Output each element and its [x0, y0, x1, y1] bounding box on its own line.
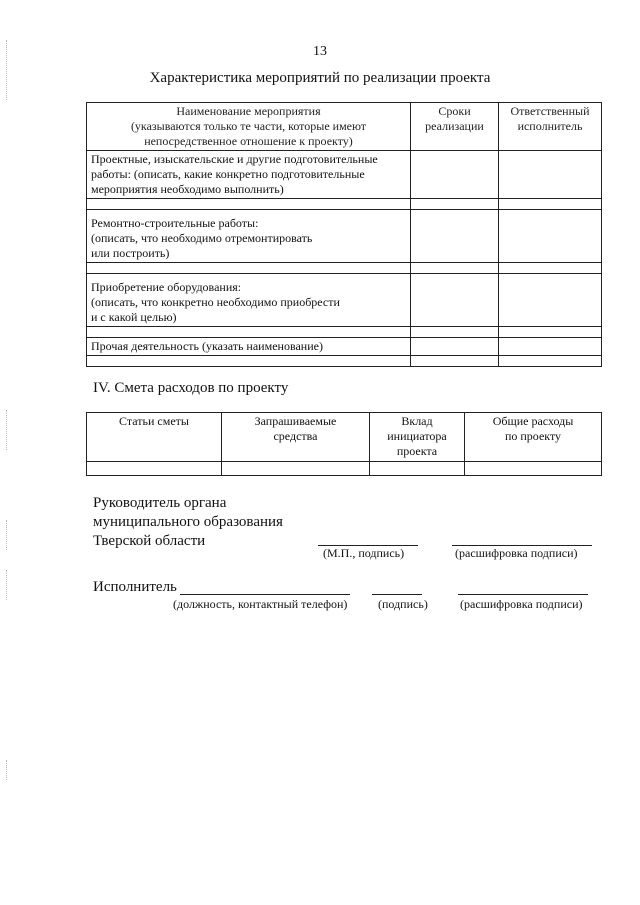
responsible-cell[interactable]: [499, 151, 602, 199]
activities-table: [86, 102, 602, 367]
decode-caption: (расшифровка подписи): [455, 546, 578, 560]
activity-design-works: Проектные, изыскательские и другие подготовительные работы: (описать, какие конкретно подготовительные мероприятия необходимо выполнить): [87, 151, 411, 199]
header-budget-items: Статьи сметы: [87, 413, 222, 462]
table-row: [87, 462, 602, 476]
decode-caption-2: (расшифровка подписи): [460, 597, 583, 611]
terms-cell[interactable]: [411, 151, 499, 199]
section-title-budget: IV. Смета расходов по проекту: [93, 380, 289, 396]
responsible-cell[interactable]: [499, 210, 602, 263]
table-row-blank: [87, 327, 602, 338]
activity-other: Прочая деятельность (указать наименование): [87, 338, 411, 356]
table-header-row: [87, 413, 602, 462]
margin-mark: [6, 760, 9, 780]
table-row: [87, 338, 602, 356]
terms-cell[interactable]: [411, 210, 499, 263]
margin-mark: [6, 410, 9, 450]
margin-mark: [6, 570, 9, 600]
head-signature-label: Руководитель органа муниципального образования Тверской области: [93, 495, 283, 549]
table-row: [87, 210, 602, 263]
activity-construction-works: Ремонтно-строительные работы: (описать, что необходимо отремонтировать или построить): [87, 210, 411, 263]
executor-label: Исполнитель: [93, 579, 177, 595]
header-activity-name: Наименование мероприятия (указываются только те части, которые имеют непосредственное отношение к проекту): [87, 103, 411, 151]
signature-caption: (подпись): [378, 597, 428, 611]
budget-cell[interactable]: [87, 462, 222, 476]
header-initiator-contribution: Вклад инициатора проекта: [370, 413, 465, 462]
budget-cell[interactable]: [222, 462, 370, 476]
budget-cell[interactable]: [465, 462, 602, 476]
budget-cell[interactable]: [370, 462, 465, 476]
executor-signature-line[interactable]: [372, 594, 422, 595]
terms-cell[interactable]: [411, 338, 499, 356]
budget-table: [86, 412, 602, 476]
position-line[interactable]: [180, 594, 350, 595]
section-title-activities: Характеристика мероприятий по реализации проекта: [149, 70, 491, 86]
activity-equipment-purchase: Приобретение оборудования: (описать, что конкретно необходимо приобрести и с какой целью): [87, 274, 411, 327]
table-row-blank: [87, 199, 602, 210]
header-requested-funds: Запрашиваемые средства: [222, 413, 370, 462]
responsible-cell[interactable]: [499, 274, 602, 327]
table-row: [87, 274, 602, 327]
page-number: 13: [313, 44, 327, 59]
margin-mark: [6, 520, 9, 550]
header-total-expenses: Общие расходы по проекту: [465, 413, 602, 462]
table-row-blank: [87, 356, 602, 367]
table-row: [87, 151, 602, 199]
position-caption: (должность, контактный телефон): [173, 597, 348, 611]
header-terms: Сроки реализации: [411, 103, 499, 151]
responsible-cell[interactable]: [499, 338, 602, 356]
executor-decode-line[interactable]: [458, 594, 588, 595]
table-header-row: [87, 103, 602, 151]
table-row-blank: [87, 263, 602, 274]
mp-caption: (М.П., подпись): [323, 546, 405, 560]
terms-cell[interactable]: [411, 274, 499, 327]
header-responsible: Ответственный исполнитель: [499, 103, 602, 151]
